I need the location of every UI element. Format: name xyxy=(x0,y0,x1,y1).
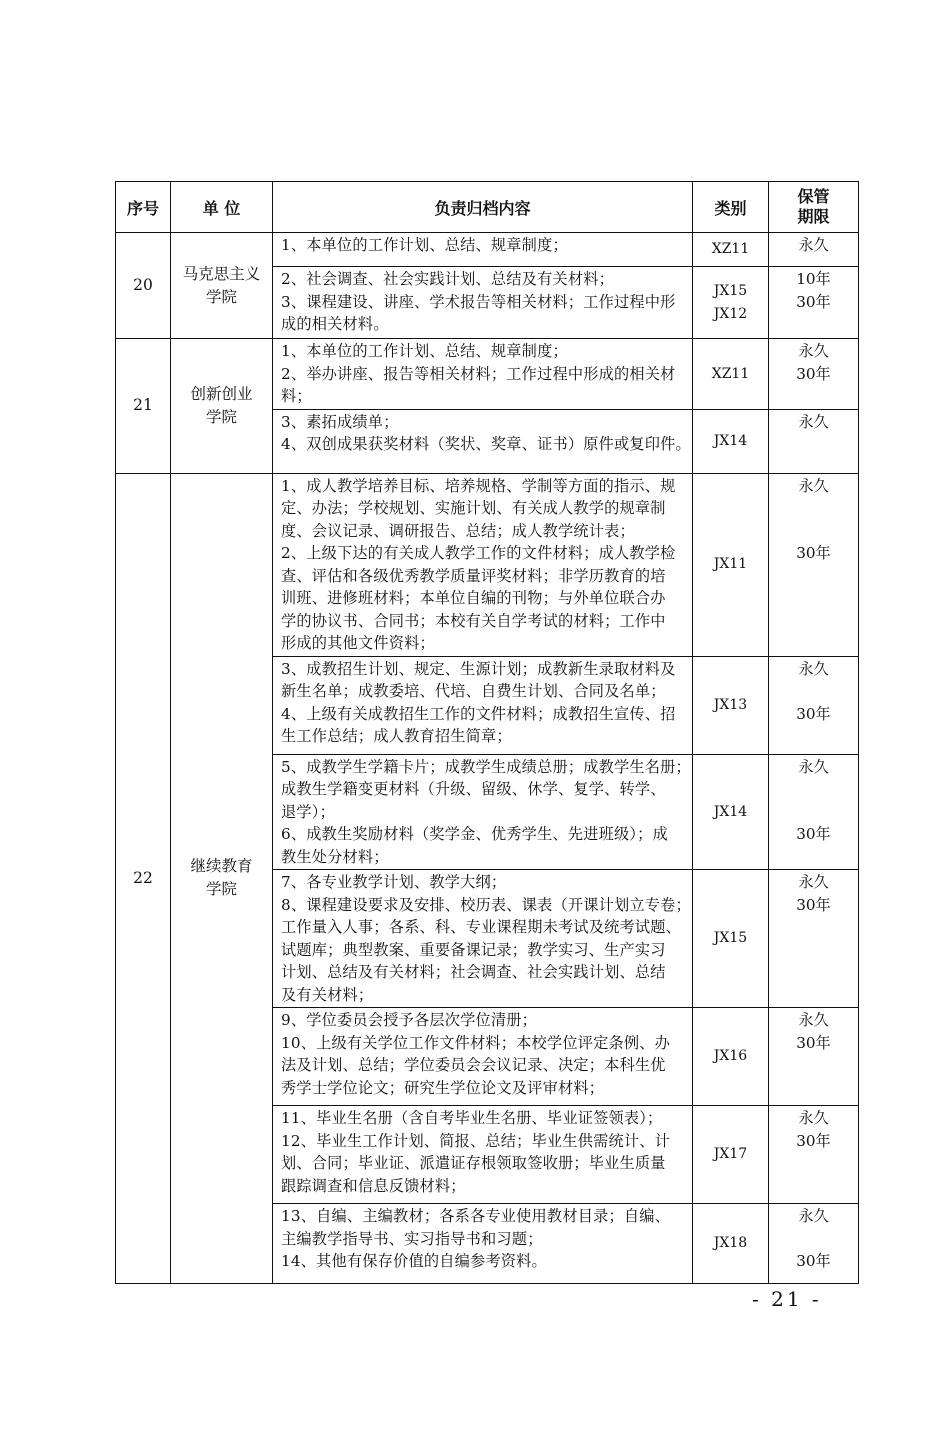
retention-period xyxy=(769,339,859,410)
content-line: 12、毕业生工作计划、简报、总结；毕业生供需统计、计 xyxy=(281,1131,671,1150)
retention-period xyxy=(769,1106,859,1204)
category-code-line: JX14 xyxy=(713,803,748,820)
content-line: 4、上级有关成教招生工作的文件材料；成教招生宣传、招 xyxy=(281,704,676,723)
row-number: 20 xyxy=(116,233,171,339)
content-line: 学的协议书、合同书；本校有关自学考试的材料；工作中 xyxy=(281,611,666,630)
archive-content xyxy=(273,267,693,339)
category-code xyxy=(693,656,769,754)
content-line: 度、会议记录、调研报告、总结；成人教学统计表； xyxy=(281,521,635,540)
content-line: 6、成教生奖励材料（奖学金、优秀学生、先进班级）；成 xyxy=(281,825,668,843)
retention-spacer xyxy=(769,680,858,703)
unit-name-line: 学院 xyxy=(205,287,237,306)
category-code xyxy=(693,473,769,656)
content-line: 4、双创成果获奖材料（奖状、奖章、证书）原件或复印件。 xyxy=(281,435,691,453)
content-line: 8、课程建设要求及安排、校历表、课表（开课计划立专卷； xyxy=(281,895,691,914)
content-line: 新生名单；成教委培、代培、自费生计划、合同及名单； xyxy=(281,682,666,700)
retention-value: 30年 xyxy=(796,292,831,311)
category-code-line: XZ11 xyxy=(711,365,750,382)
retention-period xyxy=(769,754,859,870)
content-line: 定、办法；学校规划、实施计划、有关成人教学的规章制 xyxy=(281,499,666,517)
archive-content xyxy=(273,1106,693,1204)
retention-value: 永久 xyxy=(798,342,829,360)
header-content: 负责归档内容 xyxy=(273,182,693,233)
content-line: 13、自编、主编教材；各系各专业使用教材目录；自编、 xyxy=(281,1207,671,1225)
unit-name xyxy=(171,339,273,474)
table-row xyxy=(116,233,859,267)
retention-spacer xyxy=(769,778,858,801)
content-line: 工作量入人事；各系、科、专业课程期未考试及统考试题、 xyxy=(281,918,682,936)
content-line: 7、各专业教学计划、教学大纲； xyxy=(281,873,507,891)
archive-content xyxy=(273,656,693,754)
header-period xyxy=(769,182,859,233)
unit-name xyxy=(171,233,273,339)
retention-value: 30年 xyxy=(796,364,831,383)
unit-name-line: 马克思主义 xyxy=(182,264,261,283)
retention-spacer xyxy=(769,497,858,520)
content-line: 1、成人教学培养目标、培养规格、学制等方面的指示、规 xyxy=(281,476,676,495)
content-line: 2、举办讲座、报告等相关材料；工作过程中形成的相关材 xyxy=(281,364,676,383)
header-num: 序号 xyxy=(116,182,171,233)
unit-name-line: 创新创业 xyxy=(190,384,253,403)
retention-value: 永久 xyxy=(798,757,829,776)
retention-period xyxy=(769,1204,859,1284)
content-line: 3、素拓成绩单； xyxy=(281,412,399,431)
retention-spacer xyxy=(769,801,858,824)
unit-name-line: 学院 xyxy=(205,880,237,899)
retention-period xyxy=(769,233,859,267)
content-line: 退学）； xyxy=(281,802,335,821)
content-line: 试题库；典型教案、重要备课记录；教学实习、生产实习 xyxy=(281,940,666,959)
archive-content xyxy=(273,409,693,473)
retention-period xyxy=(769,656,859,754)
content-line: 14、其他有保存价值的自编参考资料。 xyxy=(281,1252,547,1270)
retention-value: 永久 xyxy=(798,1109,829,1127)
content-line: 2、上级下达的有关成人教学工作的文件材料；成人教学检 xyxy=(281,544,676,562)
retention-value: 永久 xyxy=(798,476,829,495)
header-period-line1: 保管 xyxy=(797,187,830,206)
category-code xyxy=(693,267,769,339)
category-code xyxy=(693,409,769,473)
retention-period xyxy=(769,1008,859,1106)
retention-value: 永久 xyxy=(798,659,829,678)
retention-value: 永久 xyxy=(798,412,829,431)
content-line: 法及计划、总结；学位委员会会议记录、决定；本科生优 xyxy=(281,1056,666,1074)
archive-content xyxy=(273,233,693,267)
content-line: 3、成教招生计划、规定、生源计划；成教新生录取材料及 xyxy=(281,659,676,678)
content-line: 成的相关材料。 xyxy=(281,315,389,333)
retention-value: 30年 xyxy=(796,704,831,723)
content-line: 1、本单位的工作计划、总结、规章制度； xyxy=(281,236,568,254)
category-code-line: JX12 xyxy=(713,305,748,322)
category-code xyxy=(693,870,769,1008)
category-code xyxy=(693,1008,769,1106)
content-line: 形成的其他文件资料； xyxy=(281,634,435,652)
category-code xyxy=(693,1106,769,1204)
retention-period xyxy=(769,870,859,1008)
content-line: 5、成教学生学籍卡片；成教学生成绩总册；成教学生名册； xyxy=(281,757,691,776)
archive-content xyxy=(273,339,693,410)
page-number: - 21 - xyxy=(752,1287,822,1311)
content-line: 1、本单位的工作计划、总结、规章制度； xyxy=(281,342,568,360)
content-line: 主编教学指导书、实习指导书和习题； xyxy=(281,1229,543,1248)
content-line: 及有关材料； xyxy=(281,985,374,1004)
retention-value: 30年 xyxy=(796,1131,831,1150)
retention-value: 30年 xyxy=(796,825,831,843)
content-line: 成教生学籍变更材料（升级、留级、休学、复学、转学、 xyxy=(281,780,666,798)
category-code-line: JX11 xyxy=(713,556,748,573)
retention-value: 永久 xyxy=(798,1207,829,1225)
category-code xyxy=(693,339,769,410)
archive-content xyxy=(273,870,693,1008)
row-number: 22 xyxy=(116,473,171,1284)
archive-content xyxy=(273,754,693,870)
retention-value: 30年 xyxy=(796,544,831,562)
retention-spacer xyxy=(769,1228,858,1251)
content-line: 划、合同；毕业证、派遣证存根领取签收册；毕业生质量 xyxy=(281,1154,666,1172)
table-row xyxy=(116,473,859,656)
retention-value: 永久 xyxy=(798,873,829,891)
category-code-line: JX18 xyxy=(713,1235,748,1252)
category-code xyxy=(693,233,769,267)
category-code xyxy=(693,754,769,870)
retention-period xyxy=(769,267,859,339)
category-code-line: JX15 xyxy=(713,283,748,299)
archive-content xyxy=(273,1204,693,1284)
unit-name-line: 继续教育 xyxy=(190,857,253,876)
retention-period xyxy=(769,409,859,473)
retention-value: 30年 xyxy=(796,1033,831,1052)
header-period-line2: 期限 xyxy=(797,207,830,226)
retention-value: 30年 xyxy=(796,1252,831,1270)
category-code xyxy=(693,1204,769,1284)
unit-name xyxy=(171,473,273,1284)
content-line: 教生处分材料； xyxy=(281,847,389,866)
content-line: 跟踪调查和信息反馈材料； xyxy=(281,1176,466,1195)
archive-table xyxy=(115,181,859,1284)
category-code-line: JX14 xyxy=(713,432,748,449)
retention-period xyxy=(769,473,859,656)
retention-value: 10年 xyxy=(796,270,831,288)
content-line: 秀学士学位论文；研究生学位论文及评审材料； xyxy=(281,1078,605,1097)
category-code-line: JX13 xyxy=(713,696,748,713)
header-category: 类别 xyxy=(693,182,769,233)
content-line: 计划、总结及有关材料；社会调查、社会实践计划、总结 xyxy=(281,963,666,981)
table-header-row xyxy=(116,182,859,233)
header-unit: 单 位 xyxy=(171,182,273,233)
content-line: 查、评估和各级优秀教学质量评奖材料；非学历教育的培 xyxy=(281,566,666,585)
content-line: 训班、进修班材料；本单位自编的刊物；与外单位联合办 xyxy=(281,589,666,607)
retention-value: 永久 xyxy=(798,236,829,254)
archive-content xyxy=(273,473,693,656)
retention-value: 30年 xyxy=(796,895,831,914)
content-line: 生工作总结；成人教育招生简章； xyxy=(281,727,512,745)
unit-name-line: 学院 xyxy=(205,407,237,426)
category-code-line: JX15 xyxy=(713,930,748,947)
row-number: 21 xyxy=(116,339,171,474)
content-line: 2、社会调查、社会实践计划、总结及有关材料； xyxy=(281,270,615,288)
archive-content xyxy=(273,1008,693,1106)
content-line: 10、上级有关学位工作文件材料；本校学位评定条例、办 xyxy=(281,1033,671,1052)
content-line: 3、课程建设、讲座、学术报告等相关材料；工作过程中形 xyxy=(281,292,676,311)
category-code-line: JX17 xyxy=(713,1146,748,1163)
table-row xyxy=(116,339,859,410)
content-line: 11、毕业生名册（含自考毕业生名册、毕业证签领表）； xyxy=(281,1109,663,1127)
retention-spacer xyxy=(769,520,858,543)
category-code-line: XZ11 xyxy=(711,241,750,258)
category-code-line: JX16 xyxy=(713,1048,748,1065)
retention-value: 永久 xyxy=(798,1011,829,1029)
content-line: 料； xyxy=(281,387,312,405)
content-line: 9、学位委员会授予各层次学位清册； xyxy=(281,1011,538,1029)
